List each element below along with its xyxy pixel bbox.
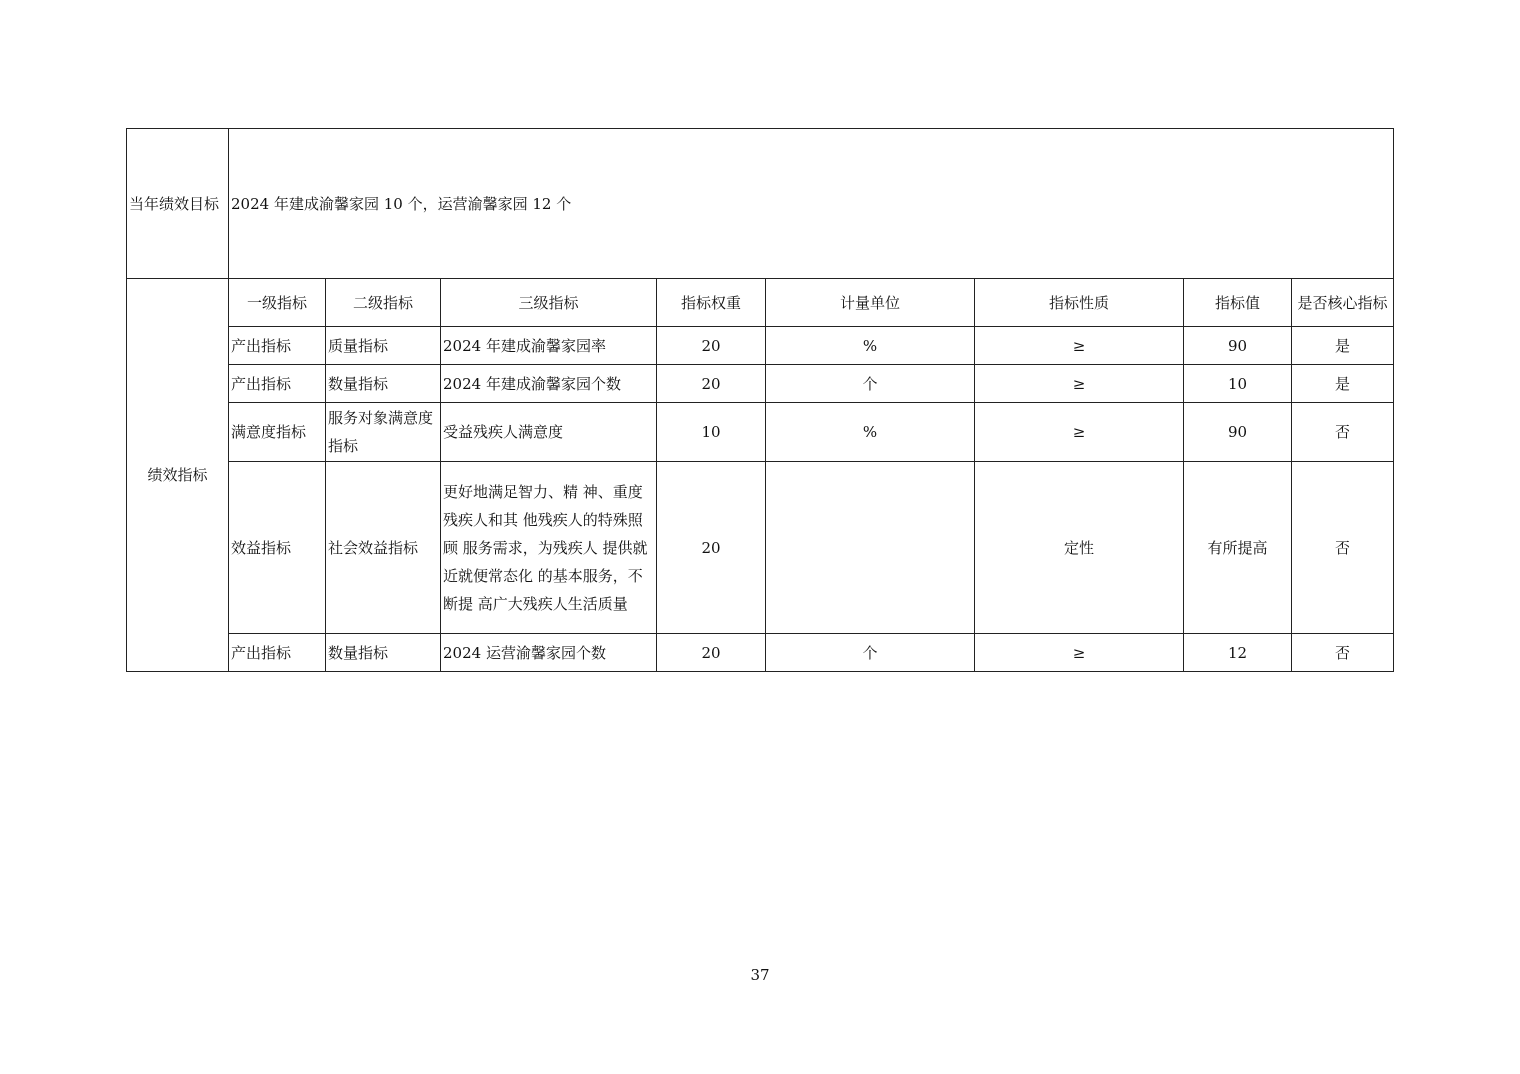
cell-nature: ≥ bbox=[975, 365, 1184, 403]
cell-core: 否 bbox=[1292, 403, 1394, 462]
indicators-label: 绩效指标 bbox=[127, 279, 229, 672]
cell-level2: 社会效益指标 bbox=[326, 462, 441, 634]
cell-unit: 个 bbox=[766, 365, 975, 403]
cell-value: 90 bbox=[1184, 403, 1292, 462]
header-level1: 一级指标 bbox=[229, 279, 326, 327]
cell-value: 有所提高 bbox=[1184, 462, 1292, 634]
table-row bbox=[127, 634, 1394, 672]
cell-level2: 质量指标 bbox=[326, 327, 441, 365]
cell-value: 10 bbox=[1184, 365, 1292, 403]
cell-level1: 产出指标 bbox=[229, 327, 326, 365]
header-level3: 三级指标 bbox=[441, 279, 657, 327]
cell-weight: 20 bbox=[657, 634, 766, 672]
cell-weight: 20 bbox=[657, 327, 766, 365]
cell-value: 12 bbox=[1184, 634, 1292, 672]
header-unit: 计量单位 bbox=[766, 279, 975, 327]
cell-level2: 数量指标 bbox=[326, 634, 441, 672]
table-row bbox=[127, 462, 1394, 634]
cell-level1: 产出指标 bbox=[229, 365, 326, 403]
cell-level3: 受益残疾人满意度 bbox=[441, 403, 657, 462]
cell-unit: % bbox=[766, 403, 975, 462]
header-nature: 指标性质 bbox=[975, 279, 1184, 327]
table-row bbox=[127, 365, 1394, 403]
cell-weight: 20 bbox=[657, 462, 766, 634]
cell-nature: 定性 bbox=[975, 462, 1184, 634]
cell-value: 90 bbox=[1184, 327, 1292, 365]
cell-core: 是 bbox=[1292, 327, 1394, 365]
goal-label: 当年绩效目标 bbox=[127, 129, 229, 279]
goal-row bbox=[127, 129, 1394, 279]
cell-nature: ≥ bbox=[975, 634, 1184, 672]
cell-nature: ≥ bbox=[975, 403, 1184, 462]
table-row bbox=[127, 403, 1394, 462]
table-row bbox=[127, 327, 1394, 365]
cell-level1: 产出指标 bbox=[229, 634, 326, 672]
cell-level1: 满意度指标 bbox=[229, 403, 326, 462]
header-level2: 二级指标 bbox=[326, 279, 441, 327]
cell-level3: 2024 运营渝馨家园个数 bbox=[441, 634, 657, 672]
cell-level2: 数量指标 bbox=[326, 365, 441, 403]
cell-core: 否 bbox=[1292, 462, 1394, 634]
cell-level3: 更好地满足智力、精 神、重度残疾人和其 他残疾人的特殊照顾 服务需求，为残疾人 提供就近就便常态化 的基本服务，不断提 高广大残疾人生活质量 bbox=[441, 462, 657, 634]
performance-table bbox=[126, 128, 1394, 672]
header-weight: 指标权重 bbox=[657, 279, 766, 327]
cell-core: 否 bbox=[1292, 634, 1394, 672]
cell-nature: ≥ bbox=[975, 327, 1184, 365]
cell-level1: 效益指标 bbox=[229, 462, 326, 634]
page-number: 37 bbox=[750, 966, 770, 984]
header-row bbox=[127, 279, 1394, 327]
cell-level3: 2024 年建成渝馨家园率 bbox=[441, 327, 657, 365]
cell-level3: 2024 年建成渝馨家园个数 bbox=[441, 365, 657, 403]
cell-unit: 个 bbox=[766, 634, 975, 672]
cell-weight: 10 bbox=[657, 403, 766, 462]
cell-core: 是 bbox=[1292, 365, 1394, 403]
cell-level2: 服务对象满意度指标 bbox=[326, 403, 441, 462]
cell-unit bbox=[766, 462, 975, 634]
header-core: 是否核心指标 bbox=[1292, 279, 1394, 327]
cell-unit: % bbox=[766, 327, 975, 365]
cell-weight: 20 bbox=[657, 365, 766, 403]
goal-text: 2024 年建成渝馨家园 10 个，运营渝馨家园 12 个 bbox=[229, 129, 1394, 279]
header-value: 指标值 bbox=[1184, 279, 1292, 327]
